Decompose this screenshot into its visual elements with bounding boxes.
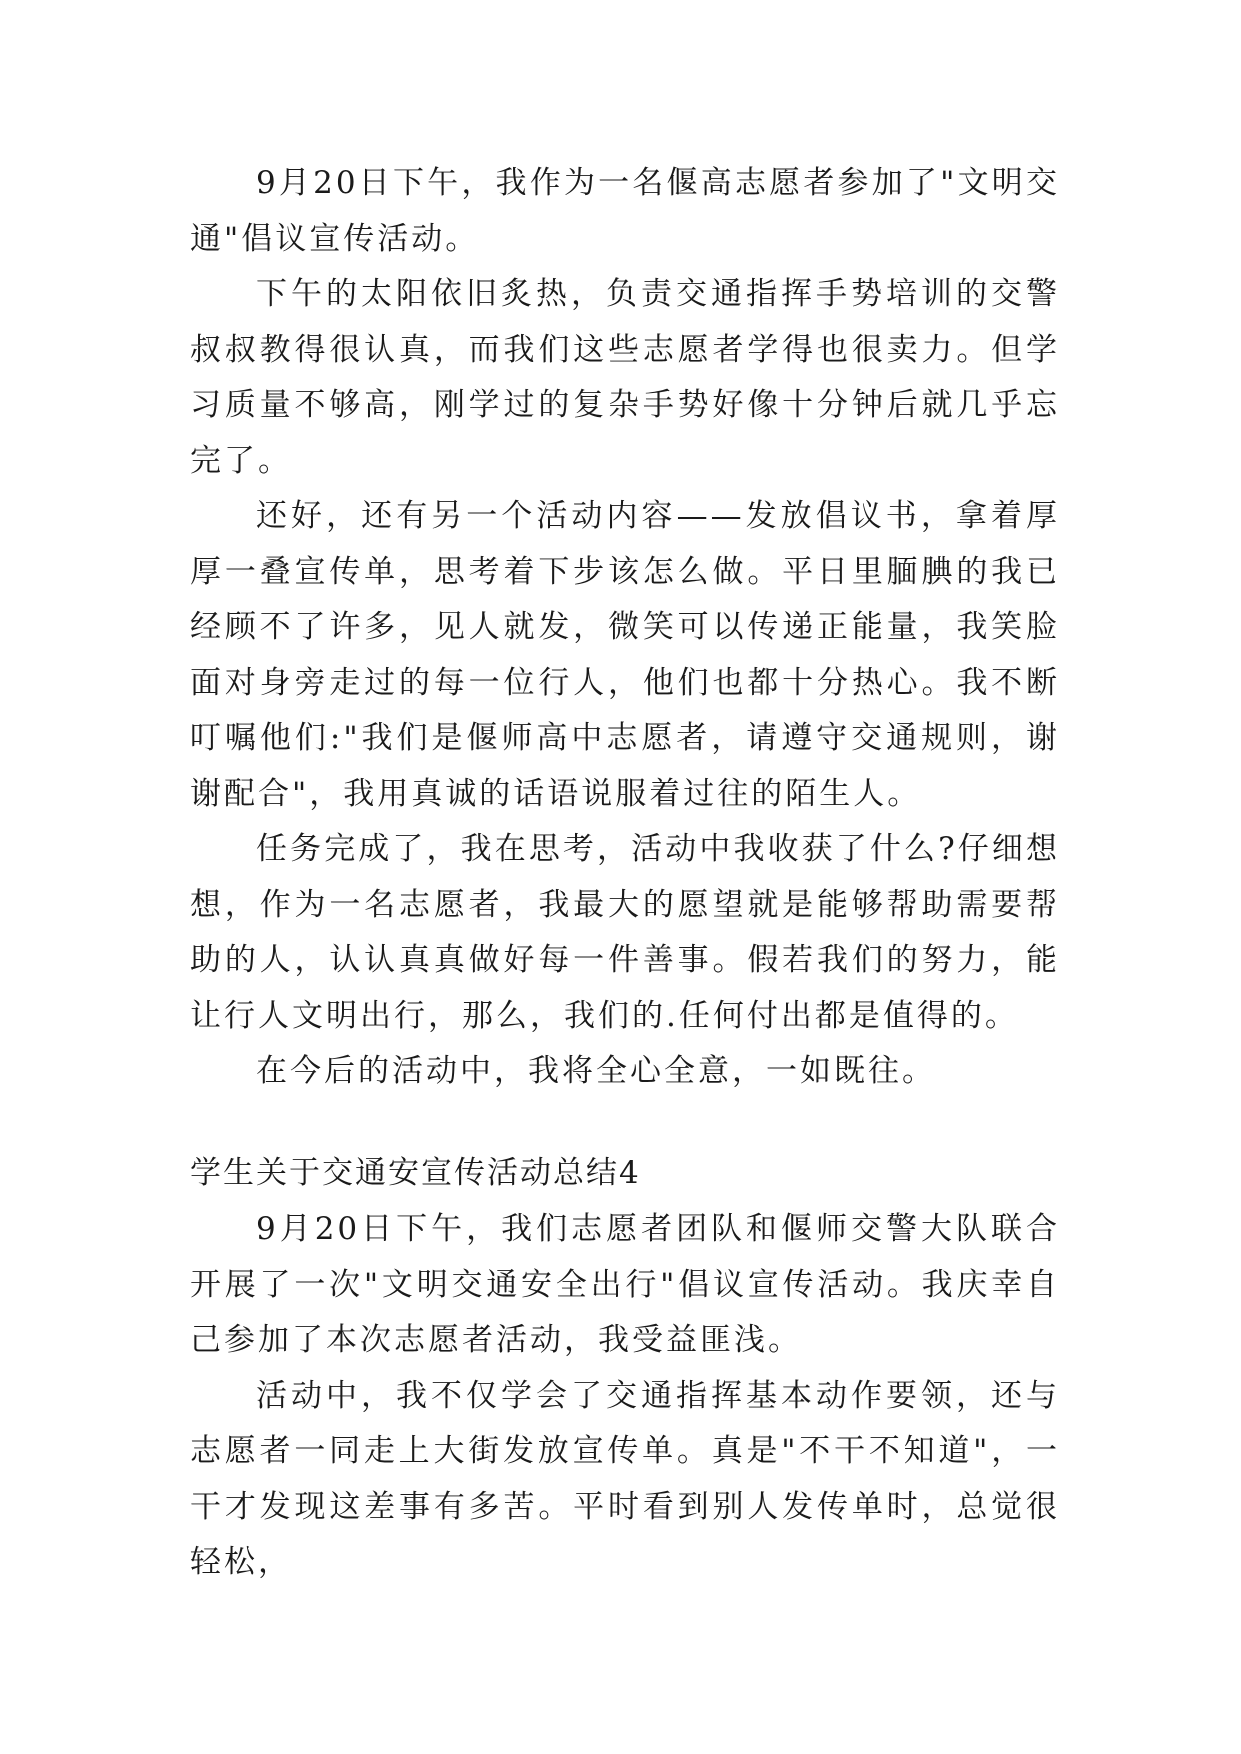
section-heading: 学生关于交通安宣传活动总结4 [190,1155,641,1191]
paragraph: 9月20日下午，我们志愿者团队和偃师交警大队联合开展了一次"文明交通安全出行"倡议宣传活动。我庆幸自己参加了本次志愿者活动，我受益匪浅。 [190,1211,1060,1358]
paragraph: 9月20日下午，我作为一名偃高志愿者参加了"文明交通"倡议宣传活动。 [190,165,1060,257]
article-section-1 [190,156,1060,1100]
paragraph: 任务完成了，我在思考，活动中我收获了什么?仔细想想，作为一名志愿者，我最大的愿望就是能够帮助需要帮助的人，认认真真做好每一件善事。假若我们的努力，能让行人文明出行，那么，我们的.任何付出都是值得的。 [190,831,1060,1034]
paragraph: 活动中，我不仅学会了交通指挥基本动作要领，还与志愿者一同走上大街发放宣传单。真是"不干不知道"，一干才发现这差事有多苦。平时看到别人发传单时，总觉很轻松， [190,1377,1060,1580]
article-section-2 [190,1202,1060,1591]
paragraph: 还好，还有另一个活动内容——发放倡议书，拿着厚厚一叠宣传单，思考着下步该怎么做。平日里腼腆的我已经顾不了许多，见人就发，微笑可以传递正能量，我笑脸面对身旁走过的每一位行人，他们也都十分热心。我不断叮嘱他们:"我们是偃师高中志愿者，请遵守交通规则，谢谢配合"，我用真诚的话语说服着过往的陌生人。 [190,498,1060,812]
paragraph: 下午的太阳依旧炙热，负责交通指挥手势培训的交警叔叔教得很认真，而我们这些志愿者学得也很卖力。但学习质量不够高，刚学过的复杂手势好像十分钟后就几乎忘完了。 [190,276,1060,479]
paragraph: 在今后的活动中，我将全心全意，一如既往。 [256,1053,936,1089]
